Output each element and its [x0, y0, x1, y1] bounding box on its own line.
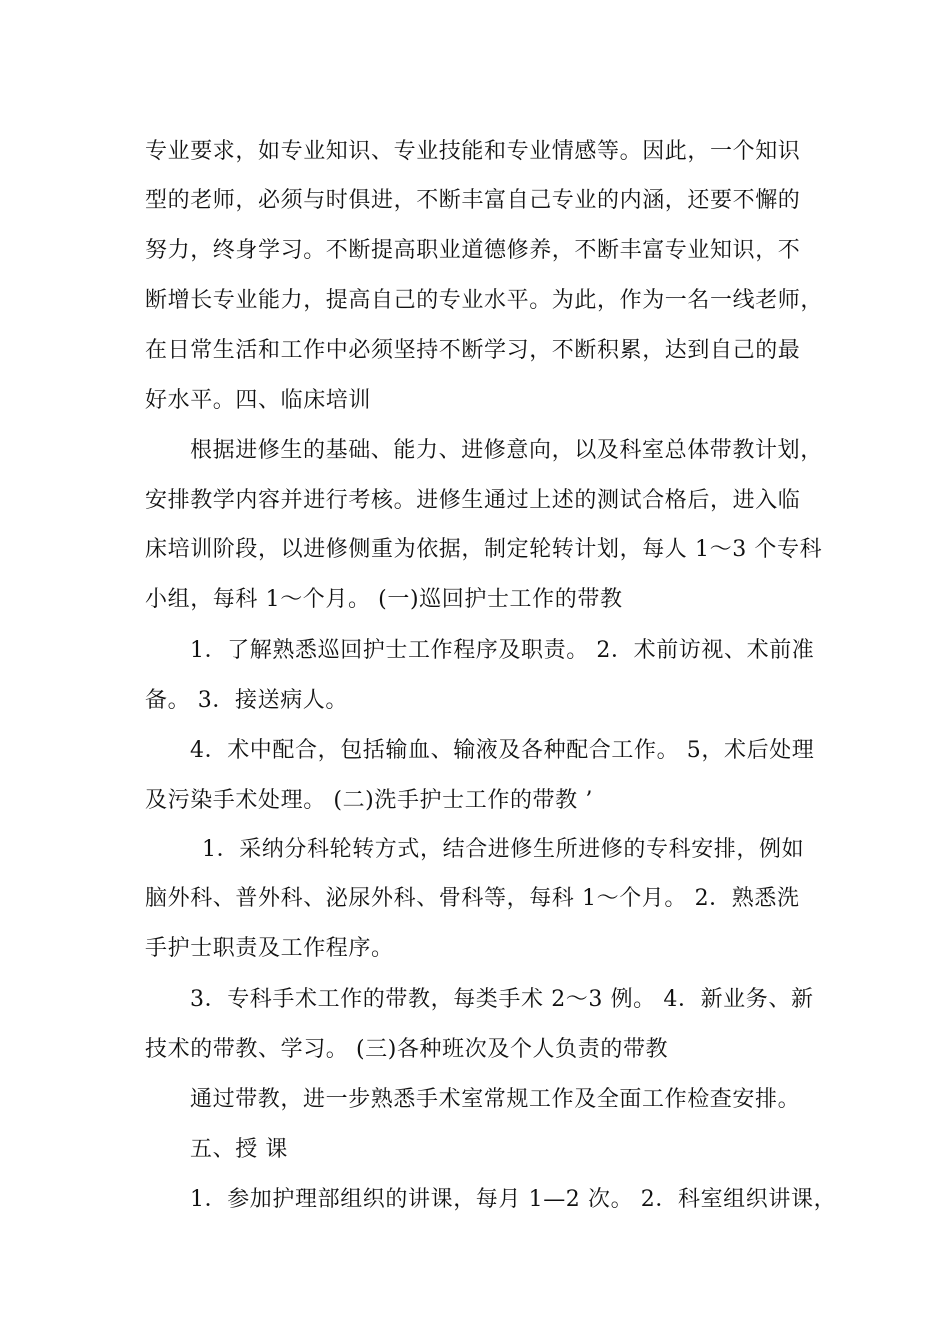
text-line: 及污染手术处理。 (二)洗手护士工作的带教 ’	[145, 788, 593, 813]
text-line: 备。 3．接送病人。	[145, 688, 348, 713]
text-line: 4．术中配合，包括输血、输液及各种配合工作。 5，术后处理	[190, 738, 815, 763]
text-line: 努力，终身学习。不断提高职业道德修养，不断丰富专业知识，不	[145, 238, 801, 263]
text-line: 技术的带教、学习。 (三)各种班次及个人负责的带教	[145, 1037, 669, 1062]
text-line: 1．采纳分科轮转方式，结合进修生所进修的专科安排，例如	[202, 837, 805, 862]
text-line: 1．参加护理部组织的讲课，每月 1—2 次。 2．科室组织讲课，	[190, 1187, 837, 1212]
text-line: 脑外科、普外科、泌尿外科、骨科等，每科 1～个月。 2．熟悉洗	[145, 886, 800, 911]
text-line: 根据进修生的基础、能力、进修意向，以及科室总体带教计划，	[190, 438, 823, 463]
text-line: 在日常生活和工作中必须坚持不断学习，不断积累，达到自己的最	[145, 338, 801, 363]
text-line: 小组，每科 1～个月。 (一)巡回护士工作的带教	[145, 587, 623, 612]
text-line: 专业要求，如专业知识、专业技能和专业情感等。因此，一个知识	[145, 139, 801, 164]
text-line: 安排教学内容并进行考核。进修生通过上述的测试合格后，进入临	[145, 488, 801, 513]
text-line: 五、授 课	[190, 1137, 288, 1162]
text-line: 断增长专业能力，提高自己的专业水平。为此，作为一名一线老师，	[145, 288, 824, 313]
text-line: 通过带教，进一步熟悉手术室常规工作及全面工作检查安排。	[190, 1087, 801, 1112]
text-line: 好水平。四、临床培训	[145, 388, 372, 413]
text-line: 3．专科手术工作的带教，每类手术 2～3 例。 4．新业务、新	[190, 987, 814, 1012]
text-line: 1．了解熟悉巡回护士工作程序及职责。 2．术前访视、术前准	[190, 638, 815, 663]
text-line: 床培训阶段，以进修侧重为依据，制定轮转计划，每人 1～3 个专科	[145, 537, 823, 562]
text-line: 手护士职责及工作程序。	[145, 936, 394, 961]
text-line: 型的老师，必须与时俱进，不断丰富自己专业的内涵，还要不懈的	[145, 188, 801, 213]
